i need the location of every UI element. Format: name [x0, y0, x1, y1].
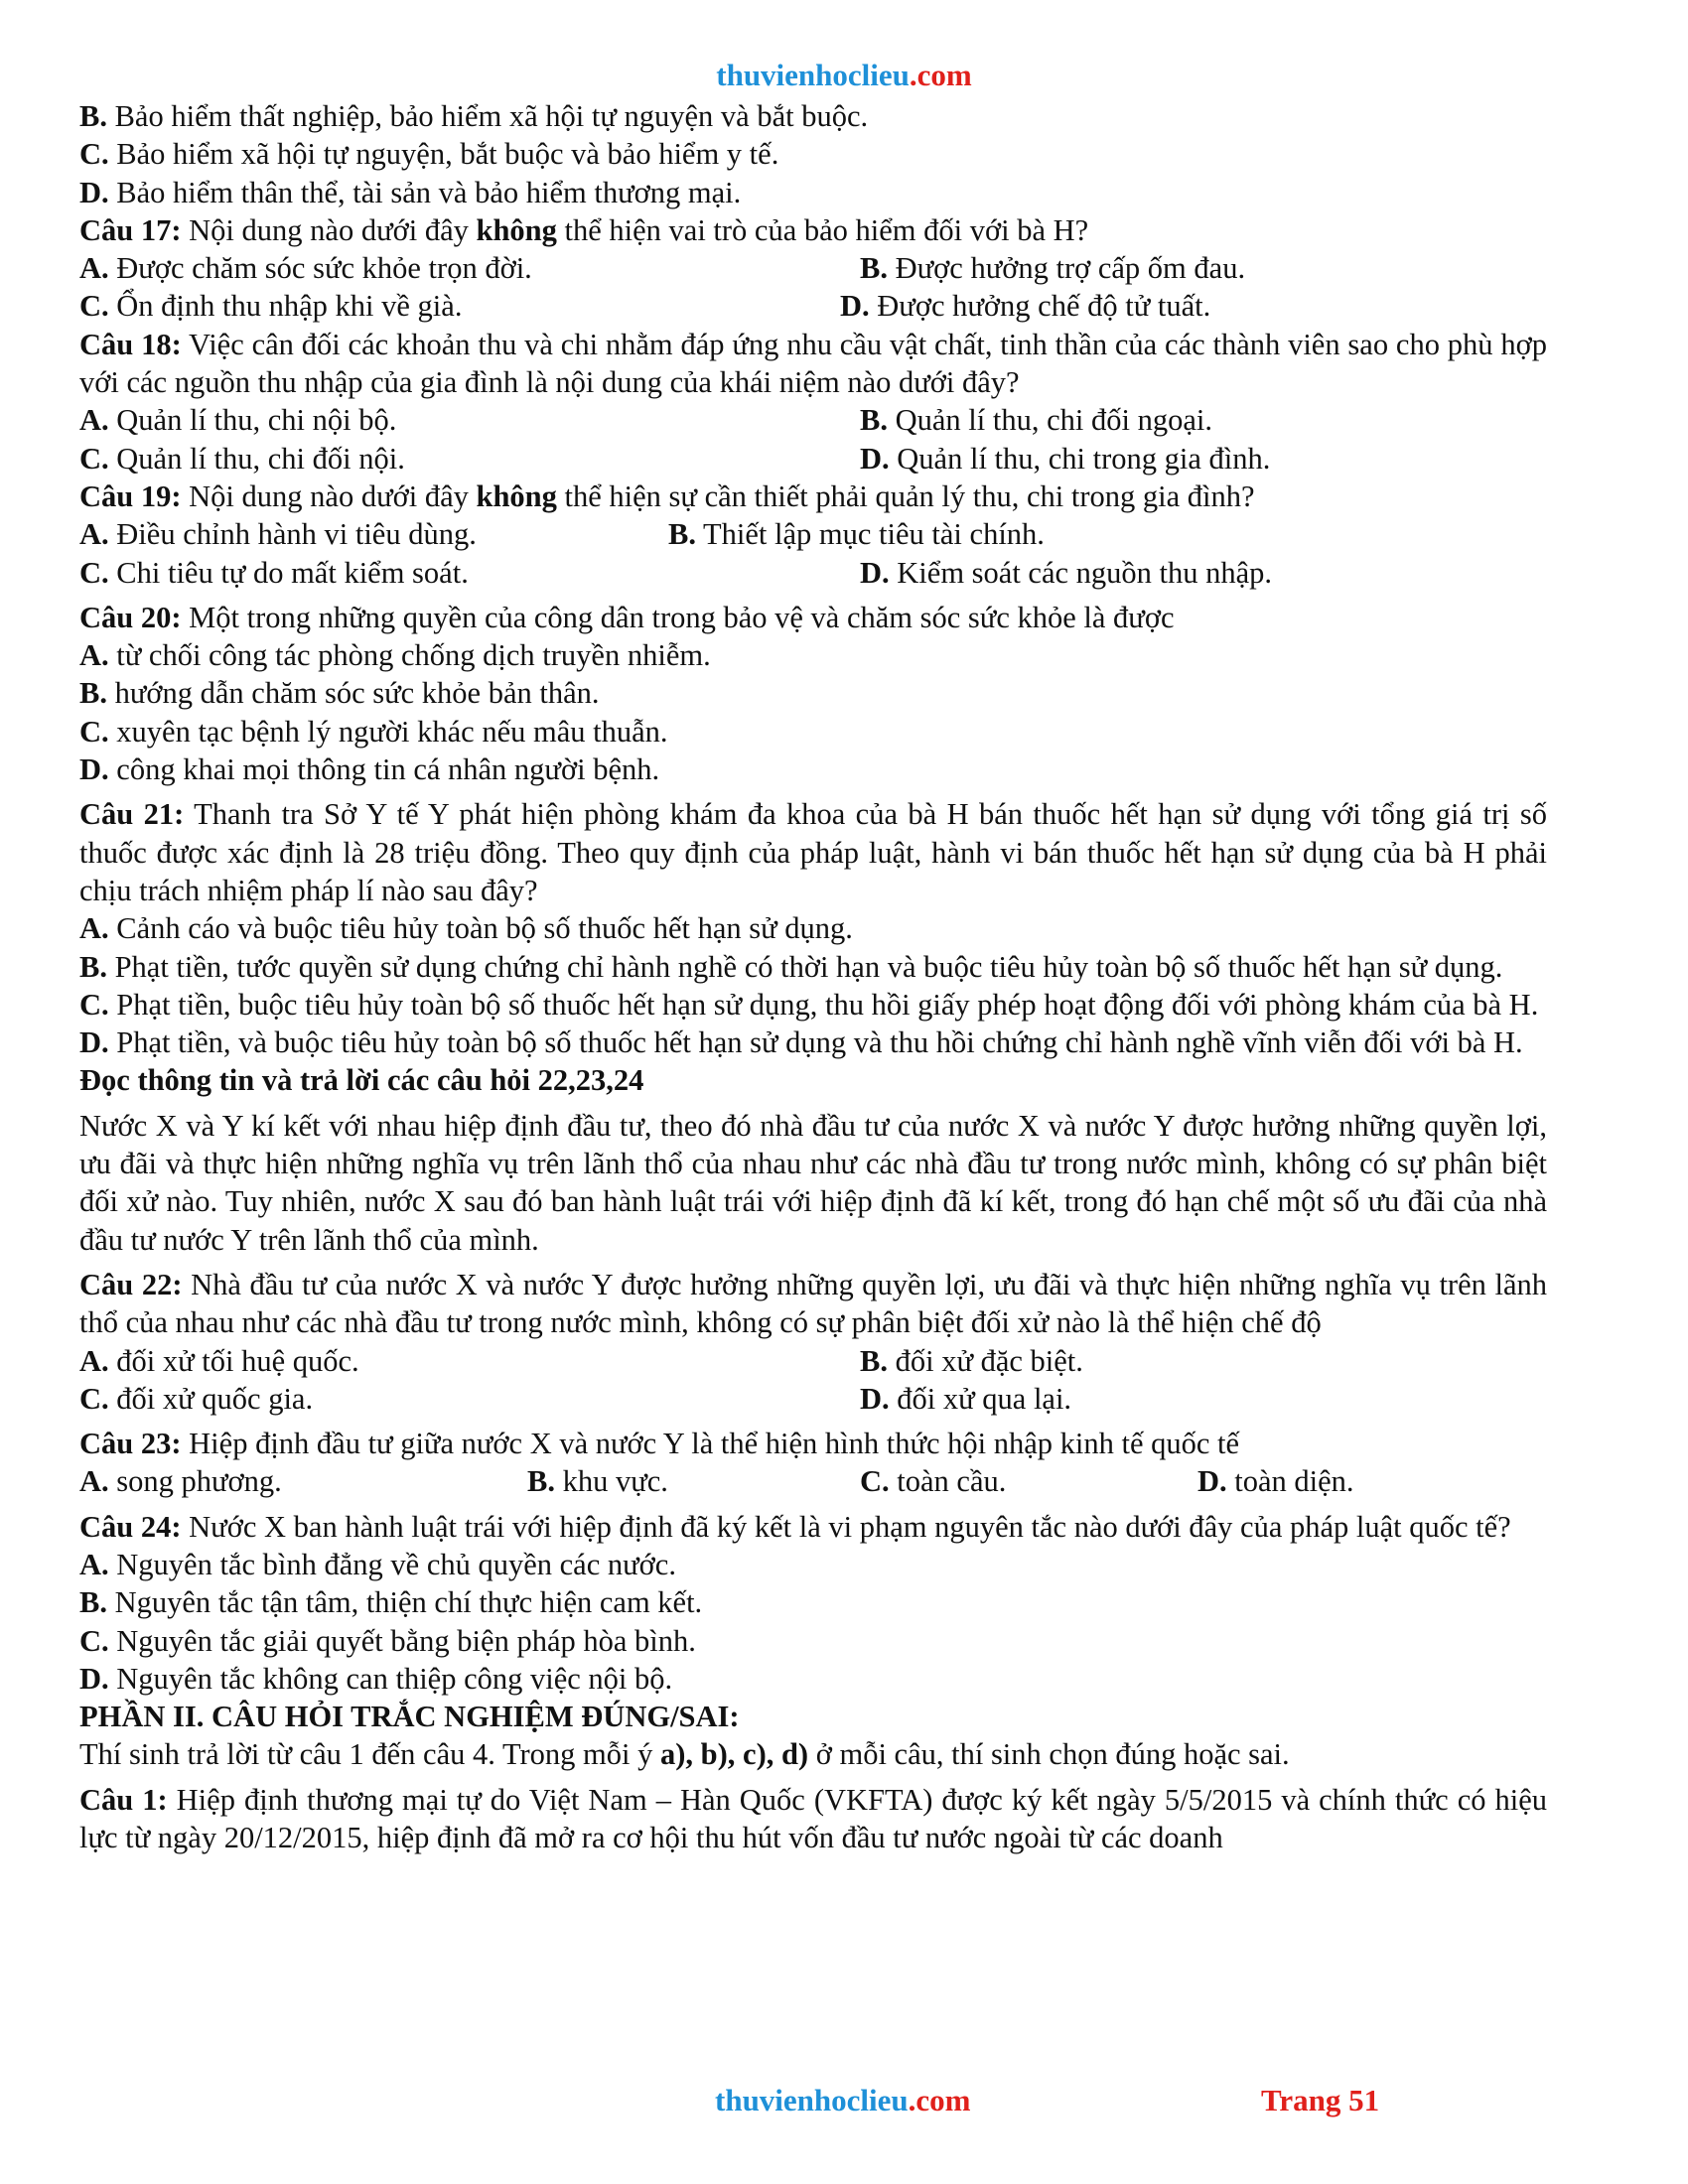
part-2-question-1: Câu 1: Hiệp định thương mại tự do Việt Nam – Hàn Quốc (VKFTA) được ký kết ngày 5/5/2015 và chính thức có hiệu lực từ ngày 20/12/2015, hiệp định đã mở ra cơ hội thu hút vốn đầu tư nước ngoài từ các doanh — [79, 1782, 1547, 1855]
option-c: C. xuyên tạc bệnh lý người khác nếu mâu thuẫn. — [79, 714, 668, 749]
question-24: Câu 24: Nước X ban hành luật trái với hiệp định đã ký kết là vi phạm nguyên tắc nào dưới đây của pháp luật quốc tế? — [79, 1509, 1511, 1544]
option-d: D. Quản lí thu, chi trong gia đình. — [860, 441, 1271, 476]
option-a: A. Quản lí thu, chi nội bộ. — [79, 403, 397, 438]
option-b: B. Được hưởng trợ cấp ốm đau. — [860, 251, 1246, 286]
document-body — [79, 97, 1547, 1856]
question-17-options-row-2 — [79, 287, 1547, 325]
option-a: A. Điều chỉnh hành vi tiêu dùng. — [79, 517, 477, 552]
page-footer — [0, 2083, 1688, 2122]
option-c: C. Chi tiêu tự do mất kiểm soát. — [79, 555, 469, 590]
part-2-heading: PHẦN II. CÂU HỎI TRẮC NGHIỆM ĐÚNG/SAI: — [79, 1700, 740, 1734]
question-19-options-row-2 — [79, 554, 1547, 592]
question-17: Câu 17: Nội dung nào dưới đây không thể hiện vai trò của bảo hiểm đối với bà H? — [79, 212, 1089, 247]
part-2-instructions: Thí sinh trả lời từ câu 1 đến câu 4. Trong mỗi ý a), b), c), d) ở mỗi câu, thí sinh chọn đúng hoặc sai. — [79, 1737, 1290, 1772]
header-brand-name: thuvienhoclieu — [716, 58, 910, 92]
question-21: Câu 21: Thanh tra Sở Y tế Y phát hiện phòng khám đa khoa của bà H bán thuốc hết hạn sử dụng với tổng giá trị số thuốc được xác định là 28 triệu đồng. Theo quy định của pháp luật, hành vi bán thuốc hết hạn sử dụng của bà H phải chịu trách nhiệm pháp lí nào sau đây? — [79, 797, 1547, 907]
option-c: C. Ổn định thu nhập khi về già. — [79, 289, 463, 324]
option-d: D. toàn diện. — [1197, 1464, 1354, 1499]
option-c: C. Quản lí thu, chi đối nội. — [79, 441, 405, 476]
question-22: Câu 22: Nhà đầu tư của nước X và nước Y được hưởng những quyền lợi, ưu đãi và thực hiện những nghĩa vụ trên lãnh thổ của nhau như các nhà đầu tư trong nước mình, không có sự phân biệt đối xử nào là thể hiện chế độ — [79, 1267, 1547, 1340]
question-23-options-row — [79, 1462, 1547, 1500]
option-a: A. Được chăm sóc sức khỏe trọn đời. — [79, 251, 532, 286]
footer-brand: thuvienhoclieu.com — [715, 2083, 971, 2117]
question-23: Câu 23: Hiệp định đầu tư giữa nước X và nước Y là thể hiện hình thức hội nhập kinh tế quốc tế — [79, 1427, 1240, 1461]
reading-heading: Đọc thông tin và trả lời các câu hỏi 22,23,24 — [79, 1063, 644, 1098]
page-number: Trang 51 — [1261, 2083, 1380, 2117]
option-c: C. Nguyên tắc giải quyết bằng biện pháp hòa bình. — [79, 1623, 696, 1658]
option-a: A. từ chối công tác phòng chống dịch truyền nhiễm. — [79, 638, 711, 673]
option-c: C. toàn cầu. — [860, 1464, 1007, 1499]
option-d: D. Phạt tiền, và buộc tiêu hủy toàn bộ số thuốc hết hạn sử dụng và thu hồi chứng chỉ hành nghề vĩnh viễn đối với bà H. — [79, 1025, 1523, 1060]
site-header — [0, 58, 1688, 93]
option-d: D. đối xử qua lại. — [860, 1381, 1072, 1416]
option-a: A. song phương. — [79, 1464, 282, 1499]
option-b: B. Phạt tiền, tước quyền sử dụng chứng chỉ hành nghề có thời hạn và buộc tiêu hủy toàn bộ số thuốc hết hạn sử dụng. — [79, 949, 1503, 984]
question-20: Câu 20: Một trong những quyền của công dân trong bảo vệ và chăm sóc sức khỏe là được — [79, 600, 1175, 634]
option-c: C. đối xử quốc gia. — [79, 1381, 314, 1416]
question-19-options-row-1 — [79, 515, 1547, 553]
option-d: D. công khai mọi thông tin cá nhân người bệnh. — [79, 752, 660, 787]
question-19: Câu 19: Nội dung nào dưới đây không thể hiện sự cần thiết phải quản lý thu, chi trong gia đình? — [79, 478, 1255, 513]
reading-passage: Nước X và Y kí kết với nhau hiệp định đầu tư, theo đó nhà đầu tư của nước X và nước Y được hưởng những quyền lợi, ưu đãi và thực hiện những nghĩa vụ trên lãnh thổ của nhau như các nhà đầu tư trong nước mình, không có sự phân biệt đối xử nào. Tuy nhiên, nước X sau đó ban hành luật trái với hiệp định đã kí kết, trong đó hạn chế một số ưu đãi của nhà đầu tư nước Y trên lãnh thổ của mình. — [79, 1108, 1547, 1257]
option-b: B. Nguyên tắc tận tâm, thiện chí thực hiện cam kết. — [79, 1585, 703, 1620]
option-d: D. Được hưởng chế độ tử tuất. — [840, 289, 1211, 324]
header-brand-domain: .com — [909, 58, 972, 92]
question-18-options-row-1 — [79, 401, 1547, 439]
question-17-options-row-1 — [79, 249, 1547, 287]
question-22-options-row-1 — [79, 1342, 1547, 1380]
option-c: C. Phạt tiền, buộc tiêu hủy toàn bộ số thuốc hết hạn sử dụng, thu hồi giấy phép hoạt động đối với phòng khám của bà H. — [79, 987, 1539, 1022]
option-b: B. Thiết lập mục tiêu tài chính. — [668, 517, 1045, 552]
option-a: A. Nguyên tắc bình đẳng về chủ quyền các nước. — [79, 1547, 676, 1581]
option-c: C. Bảo hiểm xã hội tự nguyện, bắt buộc và bảo hiểm y tế. — [79, 137, 779, 172]
option-d: D. Bảo hiểm thân thể, tài sản và bảo hiểm thương mại. — [79, 175, 742, 209]
option-b: B. Quản lí thu, chi đối ngoại. — [860, 403, 1212, 438]
option-a: A. Cảnh cáo và buộc tiêu hủy toàn bộ số thuốc hết hạn sử dụng. — [79, 911, 853, 946]
option-b: B. khu vực. — [527, 1464, 668, 1499]
option-b: B. Bảo hiểm thất nghiệp, bảo hiểm xã hội tự nguyện và bắt buộc. — [79, 99, 869, 133]
option-a: A. đối xử tối huệ quốc. — [79, 1343, 359, 1378]
option-d: D. Nguyên tắc không can thiệp công việc nội bộ. — [79, 1661, 673, 1696]
question-22-options-row-2 — [79, 1380, 1547, 1418]
option-b: B. hướng dẫn chăm sóc sức khỏe bản thân. — [79, 676, 600, 711]
option-b: B. đối xử đặc biệt. — [860, 1343, 1083, 1378]
question-18-options-row-2 — [79, 440, 1547, 478]
question-18: Câu 18: Việc cân đối các khoản thu và chi nhằm đáp ứng nhu cầu vật chất, tinh thần của các thành viên sao cho phù hợp với các nguồn thu nhập của gia đình là nội dung của khái niệm nào dưới đây? — [79, 327, 1547, 400]
option-d: D. Kiểm soát các nguồn thu nhập. — [860, 555, 1273, 590]
